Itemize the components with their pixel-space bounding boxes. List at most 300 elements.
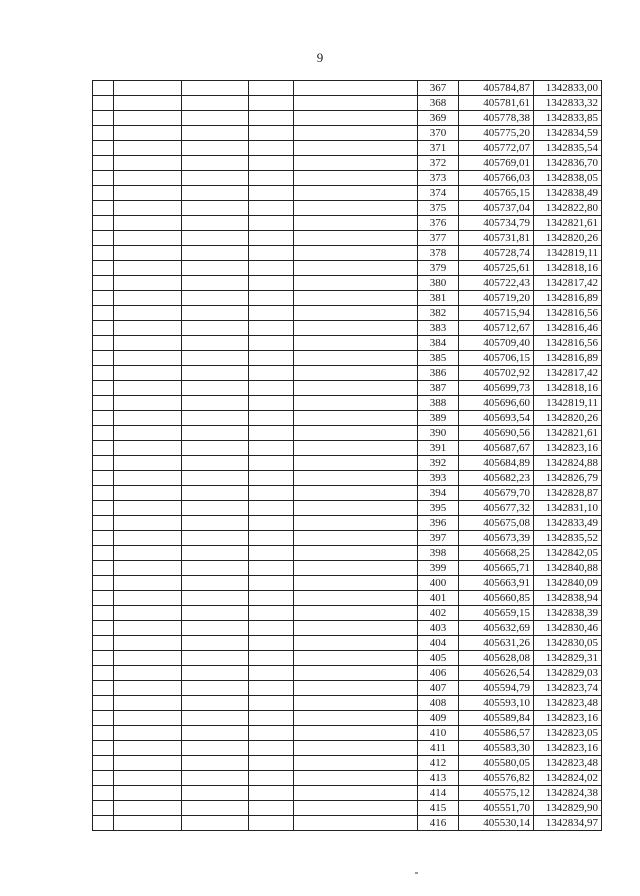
empty-cell: [182, 396, 249, 411]
empty-cell: [182, 786, 249, 801]
empty-cell: [249, 156, 294, 171]
point-number-cell: 385: [418, 351, 459, 366]
x-coordinate-cell: 405589,84: [459, 711, 534, 726]
point-number-cell: 375: [418, 201, 459, 216]
empty-cell: [114, 306, 182, 321]
empty-cell: [93, 741, 114, 756]
x-coordinate-cell: 405719,20: [459, 291, 534, 306]
x-coordinate-cell: 405737,04: [459, 201, 534, 216]
empty-cell: [93, 276, 114, 291]
y-coordinate-cell: 1342824,38: [534, 786, 602, 801]
x-coordinate-cell: 405693,54: [459, 411, 534, 426]
empty-cell: [93, 426, 114, 441]
empty-cell: [114, 216, 182, 231]
empty-cell: [114, 291, 182, 306]
x-coordinate-cell: 405728,74: [459, 246, 534, 261]
point-number-cell: 389: [418, 411, 459, 426]
empty-cell: [93, 186, 114, 201]
empty-cell: [249, 756, 294, 771]
table-row: [93, 636, 602, 651]
empty-cell: [294, 351, 418, 366]
empty-cell: [93, 771, 114, 786]
empty-cell: [114, 156, 182, 171]
empty-cell: [249, 306, 294, 321]
empty-cell: [294, 186, 418, 201]
empty-cell: [249, 606, 294, 621]
empty-cell: [294, 291, 418, 306]
point-number-cell: 378: [418, 246, 459, 261]
table-row: [93, 531, 602, 546]
empty-cell: [114, 336, 182, 351]
empty-cell: [182, 246, 249, 261]
y-coordinate-cell: 1342823,16: [534, 441, 602, 456]
y-coordinate-cell: 1342829,31: [534, 651, 602, 666]
x-coordinate-cell: 405769,01: [459, 156, 534, 171]
table-row: [93, 426, 602, 441]
empty-cell: [182, 696, 249, 711]
empty-cell: [182, 186, 249, 201]
empty-cell: [182, 381, 249, 396]
empty-cell: [114, 366, 182, 381]
empty-cell: [294, 786, 418, 801]
empty-cell: [93, 366, 114, 381]
table-row: [93, 381, 602, 396]
y-coordinate-cell: 1342834,97: [534, 816, 602, 831]
empty-cell: [114, 426, 182, 441]
empty-cell: [294, 276, 418, 291]
empty-cell: [249, 441, 294, 456]
empty-cell: [182, 291, 249, 306]
x-coordinate-cell: 405696,60: [459, 396, 534, 411]
empty-cell: [294, 681, 418, 696]
empty-cell: [114, 411, 182, 426]
table-row: [93, 306, 602, 321]
x-coordinate-cell: 405775,20: [459, 126, 534, 141]
empty-cell: [182, 726, 249, 741]
empty-cell: [114, 771, 182, 786]
empty-cell: [249, 291, 294, 306]
x-coordinate-cell: 405725,61: [459, 261, 534, 276]
empty-cell: [294, 666, 418, 681]
x-coordinate-cell: 405675,08: [459, 516, 534, 531]
table-row: [93, 156, 602, 171]
empty-cell: [182, 486, 249, 501]
empty-cell: [114, 531, 182, 546]
empty-cell: [294, 726, 418, 741]
x-coordinate-cell: 405673,39: [459, 531, 534, 546]
point-number-cell: 391: [418, 441, 459, 456]
x-coordinate-cell: 405679,70: [459, 486, 534, 501]
empty-cell: [114, 321, 182, 336]
empty-cell: [114, 96, 182, 111]
empty-cell: [114, 81, 182, 96]
point-number-cell: 399: [418, 561, 459, 576]
table-row: [93, 351, 602, 366]
y-coordinate-cell: 1342823,16: [534, 741, 602, 756]
x-coordinate-cell: 405530,14: [459, 816, 534, 831]
empty-cell: [182, 456, 249, 471]
empty-cell: [182, 156, 249, 171]
table-row: [93, 516, 602, 531]
empty-cell: [294, 261, 418, 276]
point-number-cell: 371: [418, 141, 459, 156]
empty-cell: [93, 231, 114, 246]
table-row: [93, 771, 602, 786]
empty-cell: [114, 651, 182, 666]
empty-cell: [93, 351, 114, 366]
empty-cell: [249, 591, 294, 606]
y-coordinate-cell: 1342821,61: [534, 216, 602, 231]
empty-cell: [249, 636, 294, 651]
point-number-cell: 394: [418, 486, 459, 501]
empty-cell: [93, 246, 114, 261]
point-number-cell: 372: [418, 156, 459, 171]
x-coordinate-cell: 405575,12: [459, 786, 534, 801]
empty-cell: [182, 366, 249, 381]
y-coordinate-cell: 1342830,05: [534, 636, 602, 651]
table-row: [93, 651, 602, 666]
empty-cell: [93, 666, 114, 681]
empty-cell: [114, 681, 182, 696]
empty-cell: [114, 396, 182, 411]
y-coordinate-cell: 1342816,89: [534, 351, 602, 366]
empty-cell: [294, 606, 418, 621]
x-coordinate-cell: 405663,91: [459, 576, 534, 591]
empty-cell: [294, 321, 418, 336]
empty-cell: [93, 336, 114, 351]
table-row: [93, 186, 602, 201]
empty-cell: [114, 786, 182, 801]
empty-cell: [93, 651, 114, 666]
empty-cell: [294, 246, 418, 261]
x-coordinate-cell: 405687,67: [459, 441, 534, 456]
x-coordinate-cell: 405731,81: [459, 231, 534, 246]
empty-cell: [93, 591, 114, 606]
empty-cell: [294, 501, 418, 516]
empty-cell: [294, 696, 418, 711]
empty-cell: [93, 621, 114, 636]
empty-cell: [114, 441, 182, 456]
x-coordinate-cell: 405632,69: [459, 621, 534, 636]
empty-cell: [182, 711, 249, 726]
empty-cell: [294, 531, 418, 546]
x-coordinate-cell: 405734,79: [459, 216, 534, 231]
empty-cell: [182, 441, 249, 456]
y-coordinate-cell: 1342833,32: [534, 96, 602, 111]
y-coordinate-cell: 1342833,85: [534, 111, 602, 126]
y-coordinate-cell: 1342838,05: [534, 171, 602, 186]
empty-cell: [249, 801, 294, 816]
table-row: [93, 681, 602, 696]
empty-cell: [249, 81, 294, 96]
empty-cell: [93, 201, 114, 216]
y-coordinate-cell: 1342816,56: [534, 306, 602, 321]
table-row: [93, 726, 602, 741]
point-number-cell: 398: [418, 546, 459, 561]
table-row: [93, 546, 602, 561]
empty-cell: [249, 516, 294, 531]
table-row: [93, 501, 602, 516]
x-coordinate-cell: 405702,92: [459, 366, 534, 381]
empty-cell: [294, 306, 418, 321]
point-number-cell: 397: [418, 531, 459, 546]
point-number-cell: 380: [418, 276, 459, 291]
empty-cell: [249, 786, 294, 801]
table-row: [93, 666, 602, 681]
empty-cell: [249, 771, 294, 786]
empty-cell: [182, 261, 249, 276]
empty-cell: [249, 261, 294, 276]
empty-cell: [93, 411, 114, 426]
y-coordinate-cell: 1342829,03: [534, 666, 602, 681]
empty-cell: [114, 636, 182, 651]
x-coordinate-cell: 405784,87: [459, 81, 534, 96]
empty-cell: [182, 531, 249, 546]
table-row: [93, 261, 602, 276]
empty-cell: [249, 351, 294, 366]
empty-cell: [114, 591, 182, 606]
empty-cell: [114, 186, 182, 201]
x-coordinate-cell: 405580,05: [459, 756, 534, 771]
table-row: [93, 621, 602, 636]
empty-cell: [294, 156, 418, 171]
empty-cell: [294, 141, 418, 156]
empty-cell: [294, 471, 418, 486]
table-row: [93, 81, 602, 96]
point-number-cell: 381: [418, 291, 459, 306]
empty-cell: [249, 231, 294, 246]
y-coordinate-cell: 1342816,89: [534, 291, 602, 306]
empty-cell: [249, 126, 294, 141]
x-coordinate-cell: 405594,79: [459, 681, 534, 696]
table-row: [93, 126, 602, 141]
empty-cell: [93, 156, 114, 171]
empty-cell: [93, 726, 114, 741]
x-coordinate-cell: 405699,73: [459, 381, 534, 396]
y-coordinate-cell: 1342823,05: [534, 726, 602, 741]
empty-cell: [114, 546, 182, 561]
empty-cell: [294, 591, 418, 606]
point-number-cell: 388: [418, 396, 459, 411]
x-coordinate-cell: 405772,07: [459, 141, 534, 156]
empty-cell: [93, 681, 114, 696]
empty-cell: [294, 216, 418, 231]
empty-cell: [294, 171, 418, 186]
point-number-cell: 415: [418, 801, 459, 816]
point-number-cell: 386: [418, 366, 459, 381]
point-number-cell: 382: [418, 306, 459, 321]
point-number-cell: 374: [418, 186, 459, 201]
empty-cell: [93, 81, 114, 96]
x-coordinate-cell: 405781,61: [459, 96, 534, 111]
y-coordinate-cell: 1342819,11: [534, 246, 602, 261]
empty-cell: [294, 546, 418, 561]
empty-cell: [249, 531, 294, 546]
empty-cell: [249, 741, 294, 756]
empty-cell: [93, 381, 114, 396]
y-coordinate-cell: 1342823,74: [534, 681, 602, 696]
empty-cell: [182, 201, 249, 216]
table-row: [93, 396, 602, 411]
empty-cell: [114, 171, 182, 186]
y-coordinate-cell: 1342818,16: [534, 381, 602, 396]
x-coordinate-cell: 405677,32: [459, 501, 534, 516]
point-number-cell: 402: [418, 606, 459, 621]
empty-cell: [249, 396, 294, 411]
point-number-cell: 413: [418, 771, 459, 786]
empty-cell: [114, 666, 182, 681]
empty-cell: [93, 636, 114, 651]
empty-cell: [114, 471, 182, 486]
x-coordinate-cell: 405766,03: [459, 171, 534, 186]
y-coordinate-cell: 1342828,87: [534, 486, 602, 501]
empty-cell: [93, 396, 114, 411]
table-row: [93, 606, 602, 621]
table-row: [93, 171, 602, 186]
table-row: [93, 231, 602, 246]
empty-cell: [114, 126, 182, 141]
empty-cell: [294, 651, 418, 666]
empty-cell: [93, 711, 114, 726]
empty-cell: [182, 621, 249, 636]
point-number-cell: 373: [418, 171, 459, 186]
point-number-cell: 377: [418, 231, 459, 246]
y-coordinate-cell: 1342840,09: [534, 576, 602, 591]
x-coordinate-cell: 405593,10: [459, 696, 534, 711]
y-coordinate-cell: 1342831,10: [534, 501, 602, 516]
empty-cell: [114, 501, 182, 516]
empty-cell: [114, 141, 182, 156]
empty-cell: [182, 771, 249, 786]
x-coordinate-cell: 405551,70: [459, 801, 534, 816]
empty-cell: [249, 186, 294, 201]
empty-cell: [249, 456, 294, 471]
table-row: [93, 141, 602, 156]
empty-cell: [93, 216, 114, 231]
empty-cell: [114, 606, 182, 621]
empty-cell: [249, 621, 294, 636]
x-coordinate-cell: 405778,38: [459, 111, 534, 126]
point-number-cell: 367: [418, 81, 459, 96]
empty-cell: [93, 546, 114, 561]
empty-cell: [182, 216, 249, 231]
table-row: [93, 756, 602, 771]
y-coordinate-cell: 1342821,61: [534, 426, 602, 441]
table-row: [93, 96, 602, 111]
table-row: [93, 201, 602, 216]
table-row: [93, 291, 602, 306]
empty-cell: [93, 261, 114, 276]
table-row: [93, 441, 602, 456]
empty-cell: [93, 471, 114, 486]
empty-cell: [93, 561, 114, 576]
table-row: [93, 456, 602, 471]
point-number-cell: 411: [418, 741, 459, 756]
point-number-cell: 406: [418, 666, 459, 681]
empty-cell: [182, 411, 249, 426]
empty-cell: [182, 351, 249, 366]
point-number-cell: 410: [418, 726, 459, 741]
empty-cell: [294, 576, 418, 591]
empty-cell: [182, 651, 249, 666]
empty-cell: [294, 771, 418, 786]
empty-cell: [114, 516, 182, 531]
empty-cell: [182, 96, 249, 111]
empty-cell: [114, 276, 182, 291]
empty-cell: [294, 366, 418, 381]
empty-cell: [114, 201, 182, 216]
empty-cell: [294, 486, 418, 501]
empty-cell: [93, 321, 114, 336]
table-row: [93, 576, 602, 591]
empty-cell: [182, 336, 249, 351]
empty-cell: [294, 381, 418, 396]
x-coordinate-cell: 405631,26: [459, 636, 534, 651]
empty-cell: [249, 141, 294, 156]
empty-cell: [294, 96, 418, 111]
empty-cell: [249, 816, 294, 831]
table-row: [93, 336, 602, 351]
table-row: [93, 696, 602, 711]
table-row: [93, 276, 602, 291]
empty-cell: [294, 81, 418, 96]
y-coordinate-cell: 1342820,26: [534, 231, 602, 246]
empty-cell: [114, 456, 182, 471]
empty-cell: [182, 816, 249, 831]
empty-cell: [249, 666, 294, 681]
empty-cell: [249, 726, 294, 741]
empty-cell: [294, 441, 418, 456]
empty-cell: [182, 501, 249, 516]
y-coordinate-cell: 1342823,48: [534, 696, 602, 711]
y-coordinate-cell: 1342842,05: [534, 546, 602, 561]
point-number-cell: 405: [418, 651, 459, 666]
empty-cell: [114, 381, 182, 396]
empty-cell: [93, 96, 114, 111]
empty-cell: [249, 651, 294, 666]
x-coordinate-cell: 405583,30: [459, 741, 534, 756]
empty-cell: [249, 171, 294, 186]
table-row: [93, 486, 602, 501]
empty-cell: [182, 681, 249, 696]
empty-cell: [114, 816, 182, 831]
empty-cell: [294, 756, 418, 771]
empty-cell: [249, 696, 294, 711]
y-coordinate-cell: 1342824,88: [534, 456, 602, 471]
y-coordinate-cell: 1342840,88: [534, 561, 602, 576]
x-coordinate-cell: 405628,08: [459, 651, 534, 666]
y-coordinate-cell: 1342816,56: [534, 336, 602, 351]
empty-cell: [93, 486, 114, 501]
x-coordinate-cell: 405626,54: [459, 666, 534, 681]
empty-cell: [114, 111, 182, 126]
x-coordinate-cell: 405765,15: [459, 186, 534, 201]
point-number-cell: 414: [418, 786, 459, 801]
empty-cell: [249, 486, 294, 501]
empty-cell: [93, 501, 114, 516]
y-coordinate-cell: 1342833,49: [534, 516, 602, 531]
coordinates-table: [92, 80, 602, 831]
page-number: 9: [316, 50, 324, 65]
empty-cell: [114, 261, 182, 276]
empty-cell: [182, 666, 249, 681]
empty-cell: [182, 141, 249, 156]
point-number-cell: 416: [418, 816, 459, 831]
empty-cell: [114, 741, 182, 756]
empty-cell: [182, 801, 249, 816]
table-row: [93, 741, 602, 756]
empty-cell: [114, 756, 182, 771]
